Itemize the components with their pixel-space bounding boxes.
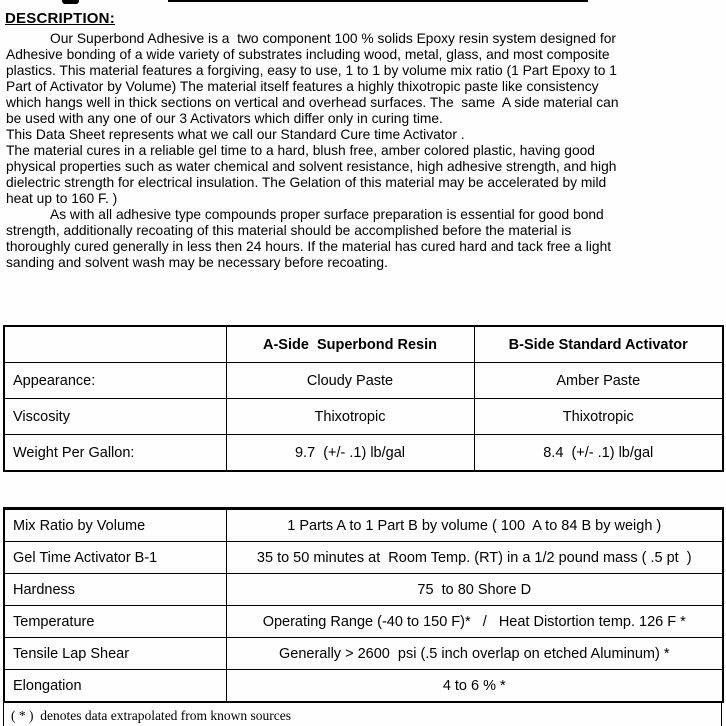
spec-label-cell: Weight Per Gallon: <box>4 435 226 472</box>
property-value-cell: 4 to 6 % * <box>226 670 723 703</box>
spec-header-cell: A-Side Superbond Resin <box>226 326 474 363</box>
footnote-box <box>3 703 722 726</box>
spec-table-body <box>4 363 723 472</box>
text-line: The material cures in a reliable gel time to a hard, blush free, amber colored plastic, having good <box>6 143 595 158</box>
spec-label-cell: Viscosity <box>4 399 226 435</box>
text-line: dielectric strength for electrical insulation. The Gelation of this material may be accelerated by mild <box>6 175 607 190</box>
text-line: Adhesive bonding of a wide variety of substrates including wood, metal, glass, and most composite <box>6 47 610 62</box>
text-line: physical properties such as water chemical and solvent resistance, high adhesive strength, and high <box>6 159 617 174</box>
table-row <box>4 638 723 670</box>
text-line: plastics. This material features a forgiving, easy to use, 1 to 1 by volume mix ratio (1 Part Epoxy to 1 <box>6 63 617 78</box>
property-label-cell: Hardness <box>4 574 226 606</box>
cropped-box-edge <box>168 0 588 2</box>
table-row <box>4 606 723 638</box>
text-line: Our Superbond Adhesive is a two component 100 % solids Epoxy resin system designed for <box>50 31 616 46</box>
table-row <box>4 670 723 703</box>
property-value-cell: Operating Range (-40 to 150 F)* / Heat Distortion temp. 126 F * <box>226 606 723 638</box>
spec-table-head <box>4 326 723 363</box>
properties-table <box>3 507 724 703</box>
text-line: sanding and solvent wash may be necessary before recoating. <box>6 255 388 270</box>
spec-header-cell <box>4 326 226 363</box>
table-row <box>4 435 723 472</box>
spec-value-cell: Cloudy Paste <box>226 363 474 399</box>
table-row <box>4 574 723 606</box>
text-line: This Data Sheet represents what we call our Standard Cure time Activator . <box>6 127 465 142</box>
text-line: strength, additionally recoating of this material should be accomplished before the material is <box>6 223 572 238</box>
text-line: thoroughly cured generally in less then 24 hours. If the material has cured hard and tack free a light <box>6 239 612 254</box>
text-line: be used with any one of our 3 Activators which differ only in curing time. <box>6 111 443 126</box>
property-value-cell: 35 to 50 minutes at Room Temp. (RT) in a 1/2 pound mass ( .5 pt ) <box>226 542 723 574</box>
description-heading: DESCRIPTION: <box>5 10 115 27</box>
spec-value-cell: Thixotropic <box>226 399 474 435</box>
property-label-cell: Gel Time Activator B-1 <box>4 542 226 574</box>
footnote-text: ( * ) denotes data extrapolated from known sources <box>11 707 292 723</box>
properties-table-body <box>4 509 723 703</box>
property-label-cell: Mix Ratio by Volume <box>4 509 226 542</box>
table-row <box>4 326 723 363</box>
table-row <box>4 542 723 574</box>
property-value-cell: 75 to 80 Shore D <box>226 574 723 606</box>
cropped-text-fragment <box>62 0 79 4</box>
table-row <box>4 399 723 435</box>
description-body <box>6 31 726 271</box>
spec-value-cell: Amber Paste <box>474 363 723 399</box>
text-line: Part of Activator by Volume) The material itself features a highly thixotropic paste like consistency <box>6 79 599 94</box>
spec-value-cell: 9.7 (+/- .1) lb/gal <box>226 435 474 472</box>
spec-value-cell: Thixotropic <box>474 399 723 435</box>
text-line: As with all adhesive type compounds proper surface preparation is essential for good bond <box>50 207 604 222</box>
spec-header-cell: B-Side Standard Activator <box>474 326 723 363</box>
spec-table <box>3 325 724 472</box>
table-row <box>4 363 723 399</box>
property-value-cell: Generally > 2600 psi (.5 inch overlap on etched Aluminum) * <box>226 638 723 670</box>
spec-label-cell: Appearance: <box>4 363 226 399</box>
text-line: heat up to 160 F. ) <box>6 191 118 206</box>
property-label-cell: Temperature <box>4 606 226 638</box>
text-line: which hangs well in thick sections on vertical and overhead surfaces. The same A side material can <box>6 95 619 110</box>
property-value-cell: 1 Parts A to 1 Part B by volume ( 100 A to 84 B by weigh ) <box>226 509 723 542</box>
property-label-cell: Elongation <box>4 670 226 703</box>
spec-value-cell: 8.4 (+/- .1) lb/gal <box>474 435 723 472</box>
property-label-cell: Tensile Lap Shear <box>4 638 226 670</box>
table-row <box>4 509 723 542</box>
